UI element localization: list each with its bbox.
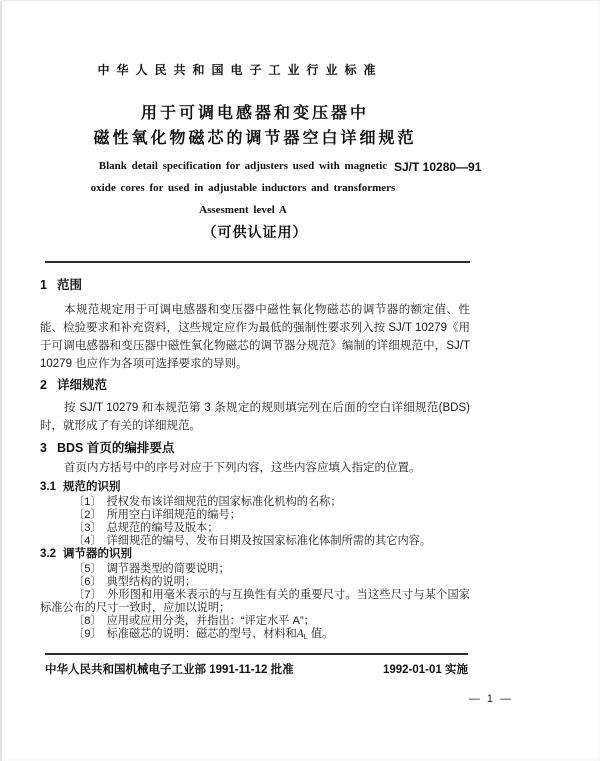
item-text: 外形图和用毫米表示的与互换性有关的重要尺寸。当这些尺寸与某个国家标准公布的尺寸一致时，应加以说明； (40, 589, 470, 614)
item-number: 〔4〕 (73, 535, 102, 547)
item-text-pre: 标准磁芯的说明：磁芯的型号、材料和 (106, 628, 297, 640)
section-number: 1 (40, 278, 47, 292)
document-title-zh-line2: 磁性氧化物磁芯的调节器空白详细规范 (93, 130, 417, 147)
standard-number: SJ/T 10280—91 (394, 160, 482, 174)
implementation-date: 1992-01-01 实施 (382, 664, 468, 676)
page-number: — 1 — (468, 693, 512, 705)
section-1-heading (40, 278, 470, 293)
item-text: 所用空白详细规范的编号； (106, 509, 241, 521)
approval-statement: 中华人民共和国机械电子工业部 1991-11-12 批准 (45, 664, 294, 676)
section-number: 2 (40, 378, 47, 392)
document-title-zh-line1: 用于可调电感器和变压器中 (140, 105, 369, 122)
item-text: 典型结构的说明； (106, 576, 197, 588)
section-title: BDS 首页的编排要点 (56, 441, 175, 455)
item-text-post: 值。 (307, 628, 334, 640)
subsection-title: 规范的识别 (63, 481, 121, 493)
section-3-paragraph: 首页内方括号中的序号对应于下列内容，这些内容应填入指定的位置。 (64, 462, 421, 474)
footer-divider-rule (45, 653, 468, 655)
subsection-3-1-heading (40, 481, 470, 494)
item-number: 〔8〕 (73, 615, 102, 627)
standard-type-header: 中华人民共和国电子工业行业标准 (97, 63, 383, 77)
list-item (40, 589, 470, 615)
section-1-paragraph: 本规范规定用于可调电感器和变压器中磁性氧化物磁芯的调节器的额定值、性能、检验要求和补充资料，这些规定应作为最低的强制性要求列入按 SJ/T 10279《用于可调电感器和变压器中磁性氧化物磁芯的调节器分规范》编制的详细规范中，SJ/T 10279 也应作为各项可选择要求的导则。 (40, 304, 470, 370)
section-2-paragraph: 按 SJ/T 10279 和本规范第 3 条规定的规则填完列在后面的空白详细规范(BDS)时，就形成了有关的详细规范。 (40, 402, 470, 432)
item-number: 〔1〕 (73, 496, 102, 508)
item-number: 〔2〕 (73, 509, 102, 521)
header-divider-rule (45, 261, 470, 263)
item-number: 〔3〕 (73, 522, 102, 534)
section-number: 3 (40, 441, 47, 455)
footer (45, 661, 468, 677)
certification-note: （可供认证用） (202, 224, 308, 240)
item-text: 调节器类型的简要说明； (106, 563, 230, 575)
section-3-heading (40, 441, 470, 456)
item-number: 〔6〕 (73, 576, 102, 588)
item-text: 授权发布该详细规范的国家标准化机构的名称； (106, 496, 342, 508)
item-text: 详细规范的编号、发布日期及按国家标准化体制所需的其它内容。 (106, 535, 432, 547)
scan-edge-artifact (0, 0, 2, 761)
list-item (40, 615, 470, 628)
al-symbol: A (296, 628, 304, 640)
list-item (40, 535, 470, 548)
list-item (40, 509, 470, 522)
section-2-heading (40, 378, 470, 393)
list-item (40, 576, 470, 589)
list-item (40, 522, 470, 535)
subsection-number: 3.2 (40, 548, 56, 560)
scan-edge-artifact (0, 0, 600, 1)
item-number: 〔7〕 (73, 589, 103, 601)
subsection-title: 调节器的识别 (63, 548, 132, 560)
section-title: 范围 (56, 278, 82, 292)
al-symbol-subscript: L (303, 632, 308, 641)
list-item (40, 628, 470, 643)
item-text: 总规范的编号及版本； (106, 522, 219, 534)
item-number: 〔9〕 (73, 628, 102, 640)
section-title: 详细规范 (56, 378, 107, 392)
document-title-en-line2: oxide cores for used in adjustable inductors and transformers (90, 182, 396, 194)
list-item (40, 496, 470, 509)
document-title-en-line3: Assesment level A (199, 204, 287, 216)
spec-identification-list (40, 496, 470, 548)
subsection-3-2-heading (40, 548, 470, 561)
subsection-number: 3.1 (40, 481, 56, 493)
item-text: 应用或应用分类，并指出：“评定水平 A”； (106, 615, 315, 627)
adjuster-identification-list (40, 563, 470, 643)
list-item (40, 563, 470, 576)
document-title-en-line1: Blank detail specification for adjusters used with magnetic (98, 160, 388, 172)
item-number: 〔5〕 (73, 563, 102, 575)
document-body (40, 277, 470, 643)
